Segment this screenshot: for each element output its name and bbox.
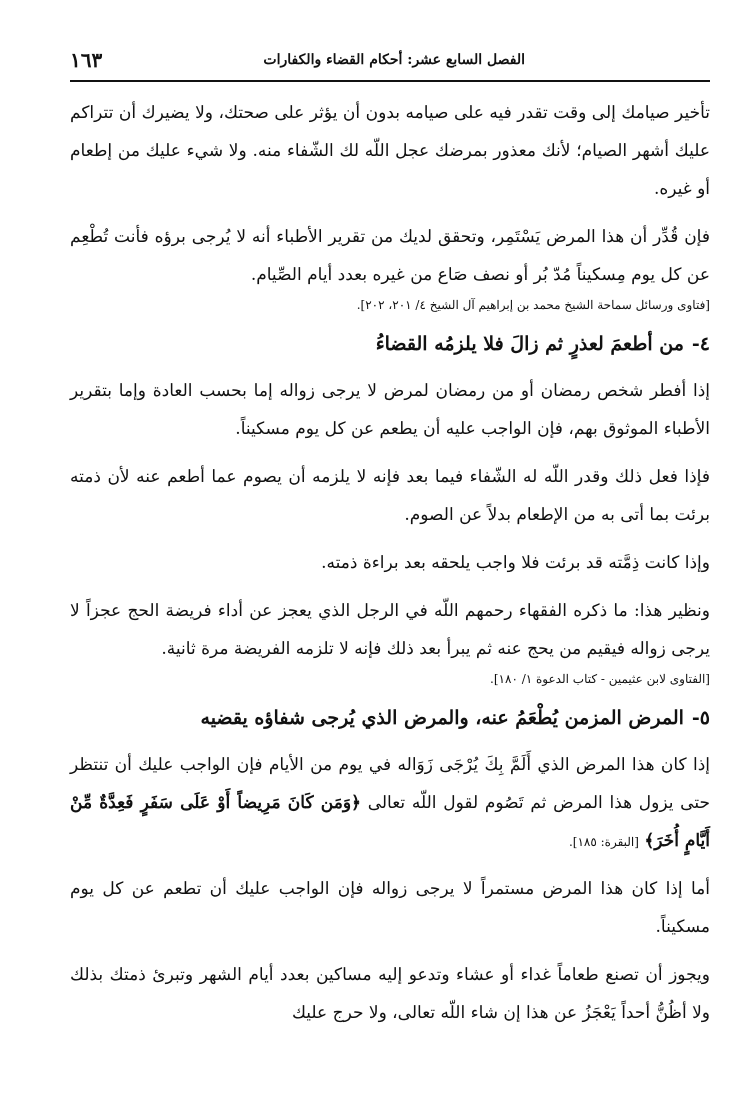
page-content — [70, 94, 710, 1032]
page-number: ١٦٣ — [70, 48, 103, 72]
section-heading-5 — [70, 698, 710, 738]
section-number-5: ٥- — [691, 707, 710, 729]
page-header — [70, 40, 710, 82]
paragraph-7-text: إذا كان هذا المرض الذي أَلَمَّ بِكَ يُرْجَى زَوَاله في يوم من الأيام فإن الواجب عليك أن تنتظر حتى يزول هذا المرض ثم تَصُوم لقول اللّه تعالى — [70, 755, 710, 813]
section-heading-4 — [70, 324, 710, 364]
quran-verse: ﴿وَمَن كَانَ مَرِيضاً أَوْ عَلَى سَفَرٍ فَعِدَّةٌ مِّنْ أَيَّامٍ أُخَرَ﴾ — [70, 793, 710, 851]
paragraph-8: أما إذا كان هذا المرض مستمراً لا يرجى زواله فإن الواجب عليك أن تطعم عن كل يوم مسكيناً. — [70, 879, 710, 937]
section-title-5: المرض المزمن يُطْعَمُ عنه، والمرض الذي يُرجى شفاؤه يقضيه — [200, 707, 684, 729]
paragraph-3: إذا أفطر شخص رمضان أو من رمضان لمرض لا يرجى زواله إما بحسب العادة وإما بتقرير الأطباء الموثوق بهم، فإن الواجب عليه أن يطعم عن كل يوم مسكيناً. — [70, 381, 710, 439]
book-page — [70, 40, 710, 1042]
citation-2: [الفتاوى لابن عثيمين - كتاب الدعوة ١/ ١٨٠]. — [490, 672, 710, 686]
citation-3: [البقرة: ١٨٥]. — [568, 835, 639, 849]
paragraph-5: وإذا كانت ذِمَّته قد برئت فلا واجب يلحقه بعد براءة ذمته. — [321, 553, 710, 573]
chapter-title: الفصل السابع عشر: أحكام القضاء والكفارات — [263, 52, 525, 68]
paragraph-1: تأخير صيامك إلى وقت تقدر فيه على صيامه بدون أن يؤثر على صحتك، ولا يضيرك أن تتراكم عليك أشهر الصيام؛ لأنك معذور بمرضك عجل اللّه لك الشّفاء منه. ولا شيء عليك من إطعام أو غيره. — [70, 103, 710, 199]
section-title-4: من أطعمَ لعذرٍ ثم زالَ فلا يلزمُه القضاءُ — [375, 333, 684, 355]
paragraph-9: ويجوز أن تصنع طعاماً غداء أو عشاء وتدعو إليه مساكين بعدد أيام الشهر وتبرئ ذمتك بذلك ولا أظُنُّ أحداً يَعْجَزُ عن هذا إن شاء اللّه تعالى، ولا حرج عليك — [70, 965, 710, 1023]
paragraph-7 — [70, 746, 710, 860]
citation-1: [فتاوى ورسائل سماحة الشيخ محمد بن إبراهيم آل الشيخ ٤/ ٢٠١، ٢٠٢]. — [356, 298, 710, 312]
paragraph-2: فإن قُدِّر أن هذا المرض يَسْتَمِر، وتحقق لديك من تقرير الأطباء أنه لا يُرجى برؤه فأنت تُطْعِم عن كل يوم مِسكيناً مُدّ بُر أو نصف صَاع من غيره بعدد أيام الصِّيام. — [70, 227, 710, 285]
section-number-4: ٤- — [691, 333, 710, 355]
paragraph-4: فإذا فعل ذلك وقدر اللّه له الشّفاء فيما بعد فإنه لا يلزمه أن يصوم عما أطعم عنه لأن ذمته برئت بما أتى به من الإطعام بدلاً عن الصوم. — [70, 467, 710, 525]
paragraph-6: ونظير هذا: ما ذكره الفقهاء رحمهم اللّه في الرجل الذي يعجز عن أداء فريضة الحج عجزاً لا يرجى زواله فيقيم من يحج عنه ثم يبرأ بعد ذلك فإنه لا تلزمه الفريضة مرة ثانية. — [70, 601, 710, 659]
